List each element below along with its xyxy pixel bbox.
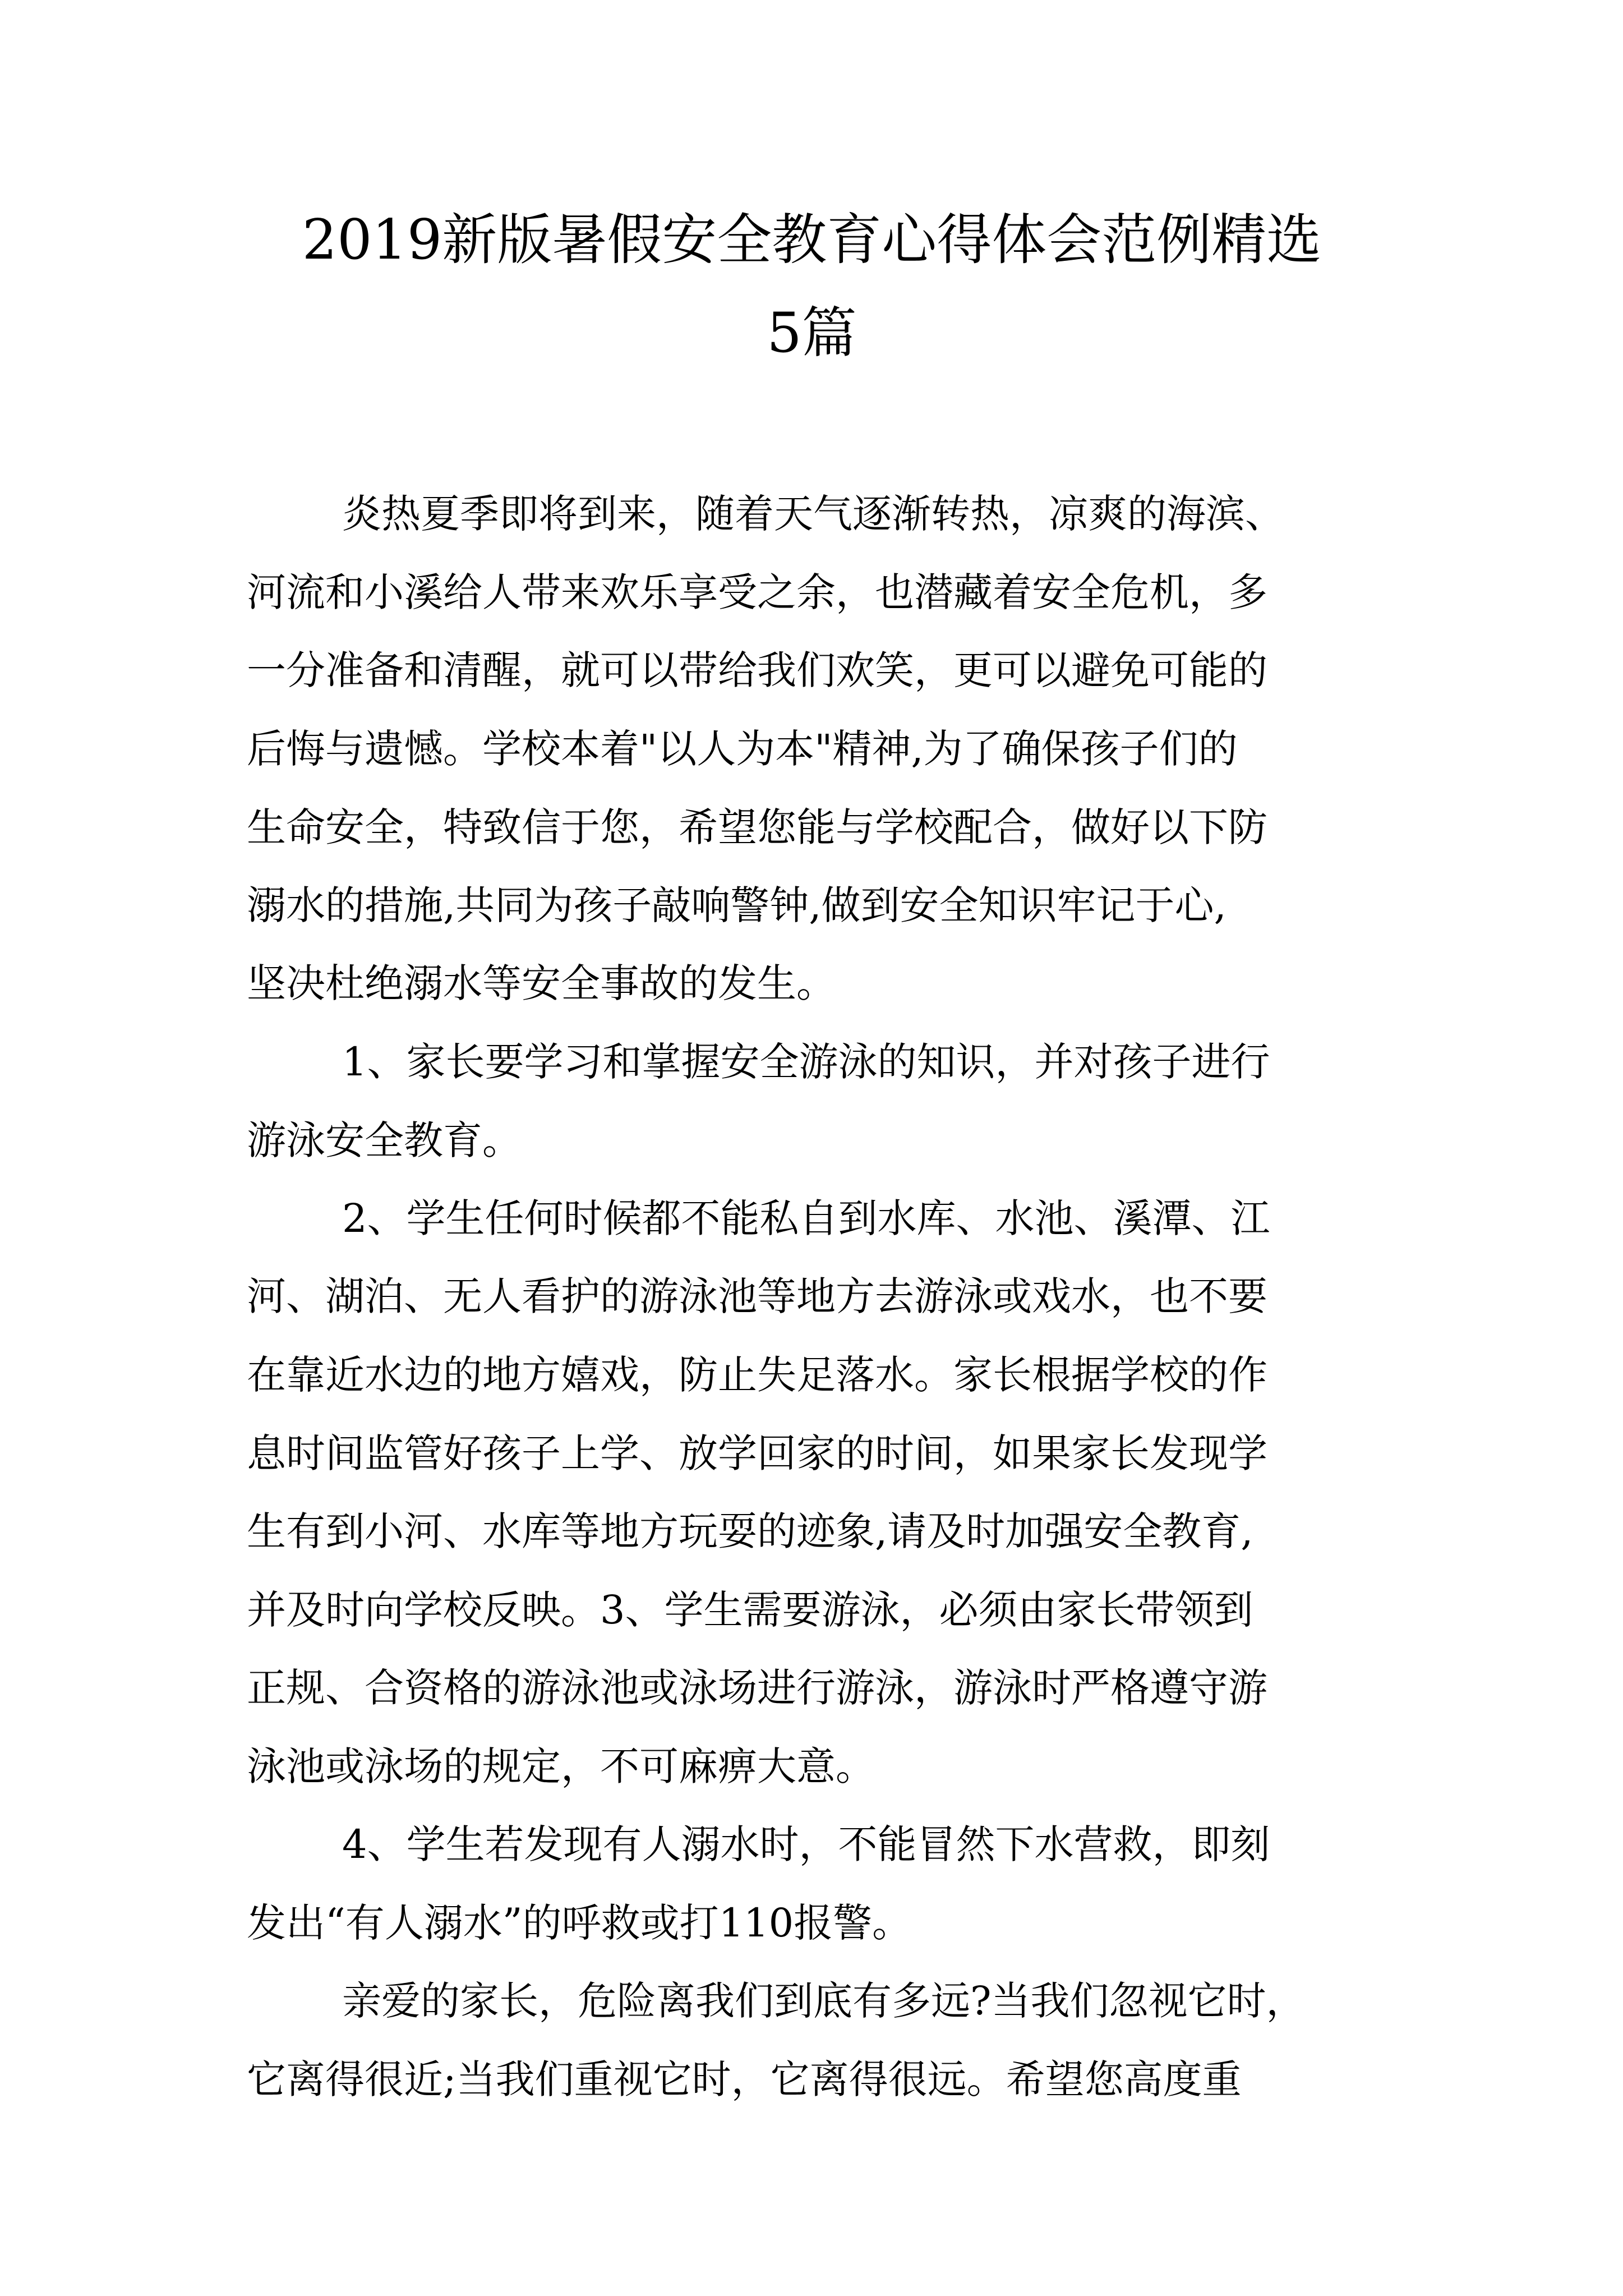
body-line: 发出“有人溺水”的呼救或打110报警。 [247,1900,912,1946]
body-line: 一分准备和清醒，就可以带给我们欢笑，更可以避免可能的 [247,647,1267,693]
body-line: 正规、合资格的游泳池或泳场进行游泳，游泳时严格遵守游 [247,1665,1267,1711]
body-line: 在靠近水边的地方嬉戏，防止失足落水。家长根据学校的作 [247,1352,1267,1398]
body-line: 河流和小溪给人带来欢乐享受之余，也潜藏着安全危机，多 [247,569,1267,615]
body-line: 它离得很近;当我们重视它时，它离得很远。希望您高度重 [247,2056,1242,2102]
body-line: 2、学生任何时候都不能私自到水库、水池、溪潭、江 [342,1195,1270,1241]
title-line-2: 5篇 [767,301,857,365]
body-line: 坚决杜绝溺水等安全事故的发生。 [247,960,836,1006]
body-line: 后悔与遗憾。学校本着"以人为本"精神,为了确保孩子们的 [247,726,1238,772]
body-line: 炎热夏季即将到来，随着天气逐渐转热，凉爽的海滨、 [342,491,1284,537]
body-line: 4、学生若发现有人溺水时，不能冒然下水营救，即刻 [342,1821,1270,1867]
document-title [247,194,1377,380]
body-line: 息时间监管好孩子上学、放学回家的时间，如果家长发现学 [247,1430,1267,1476]
title-line-1: 2019新版暑假安全教育心得体会范例精选 [302,208,1322,272]
body-line: 河、湖泊、无人看护的游泳池等地方去游泳或戏水，也不要 [247,1273,1267,1319]
body-line: 生命安全，特致信于您，希望您能与学校配合，做好以下防 [247,804,1267,850]
body-line: 亲爱的家长，危险离我们到底有多远?当我们忽视它时， [342,1978,1306,2024]
body-line: 并及时向学校反映。3、学生需要游泳，必须由家长带领到 [247,1587,1253,1633]
body-line: 生有到小河、水库等地方玩耍的迹象,请及时加强安全教育, [247,1508,1253,1554]
body-line: 游泳安全教育。 [247,1117,522,1163]
body-line: 泳池或泳场的规定，不可麻痹大意。 [247,1743,875,1789]
body-line: 1、家长要学习和掌握安全游泳的知识，并对孩子进行 [342,1039,1270,1085]
body-line: 溺水的措施,共同为孩子敲响警钟,做到安全知识牢记于心, [247,882,1227,928]
